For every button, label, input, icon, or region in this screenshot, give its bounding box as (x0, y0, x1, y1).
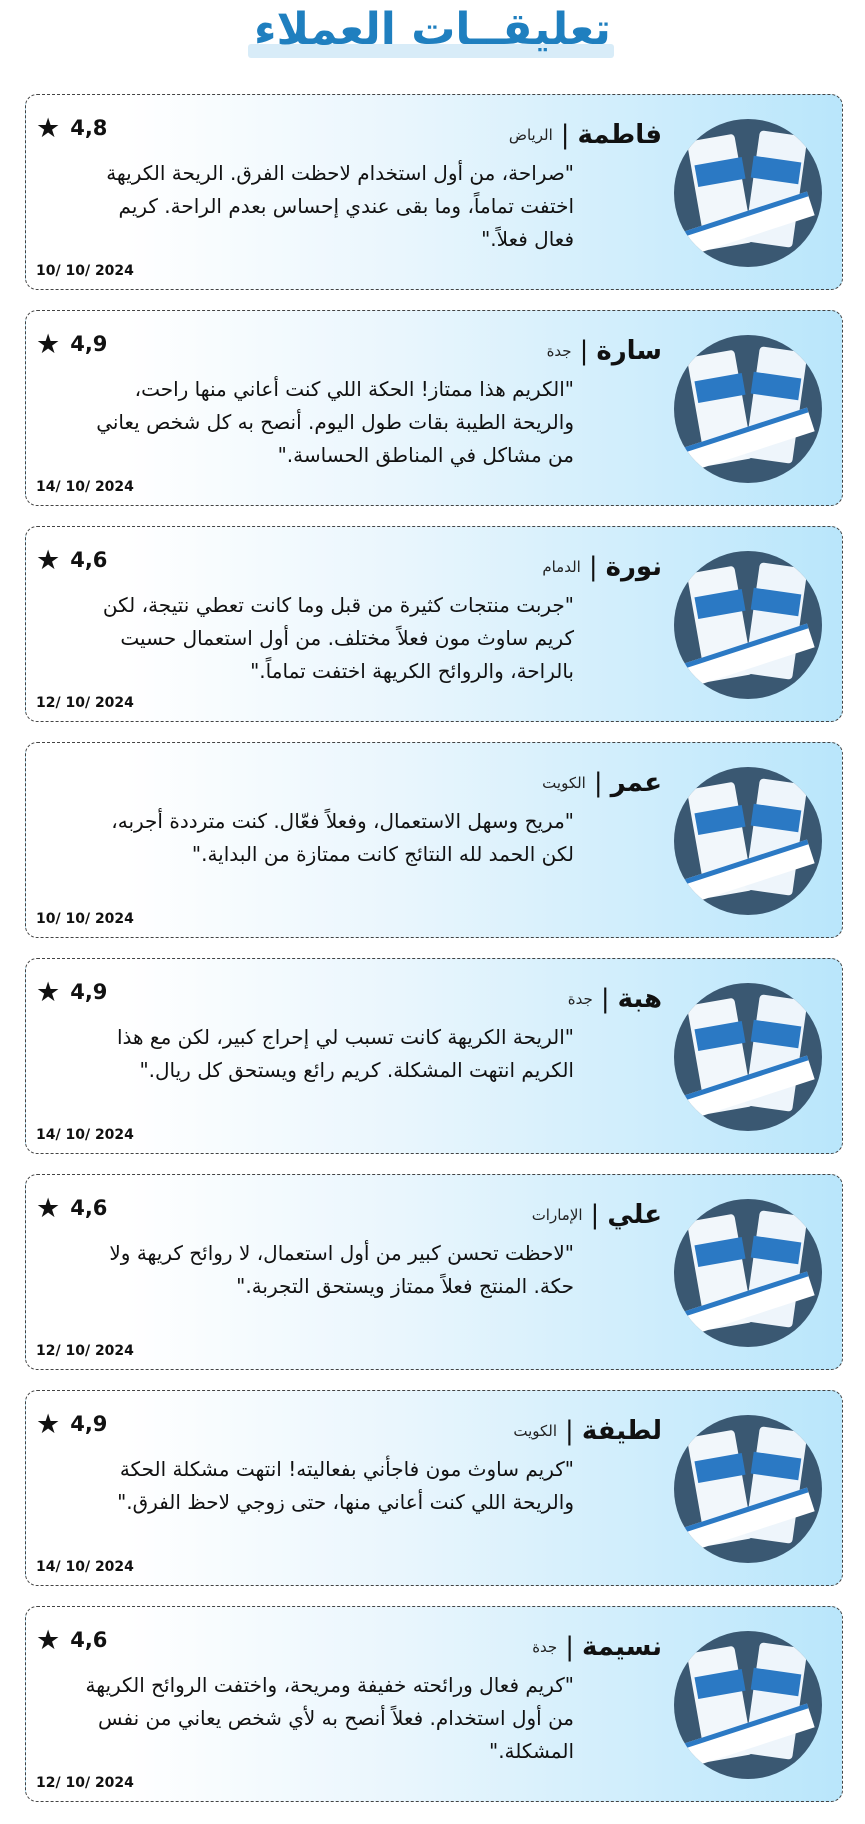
rating (36, 1193, 107, 1223)
review-text: "كريم ساوث مون فاجأني بفعاليته! انتهت مشكلة الحكة والريحة اللي كنت أعاني منها، حتى زوجي لاحظ الفرق." (117, 1457, 574, 1514)
name-separator: | (593, 768, 603, 798)
page-title: تعليقــات العملاء (254, 4, 611, 55)
reviewer-city: الكويت (542, 774, 586, 792)
reviewer-header (532, 1197, 662, 1233)
reviewer-header (542, 765, 662, 801)
rating (36, 1625, 107, 1655)
reviewer-name: هبة (617, 984, 662, 1014)
review-text: "الريحة الكريهة كانت تسبب لي إحراج كبير، لكن مع هذا الكريم انتهت المشكلة. كريم رائع ويستحق كل ريال." (116, 1025, 574, 1082)
review-date: 12/ 10/ 2024 (36, 695, 134, 711)
review-card (25, 742, 843, 938)
star-icon: ★ (36, 1624, 61, 1656)
reviewer-name: نورة (605, 552, 662, 582)
rating-value: 4,6 (70, 1628, 108, 1652)
reviewer-city: الدمام (542, 558, 581, 576)
star-icon: ★ (36, 544, 61, 576)
review-card (25, 94, 843, 290)
review-card (25, 1606, 843, 1802)
product-photo (674, 551, 822, 699)
product-photo (674, 335, 822, 483)
star-icon: ★ (36, 328, 61, 360)
product-photo (674, 1199, 822, 1347)
reviewer-city: جدة (546, 342, 572, 360)
review-date: 10/ 10/ 2024 (36, 263, 134, 279)
name-separator: | (579, 336, 589, 366)
review-text: "مريح وسهل الاستعمال، وفعلاً فعّال. كنت مترددة أجربه، لكن الحمد لله النتائج كانت ممتازة من البداية." (111, 809, 574, 866)
reviewer-name: عمر (610, 768, 662, 798)
reviewer-city: الكويت (513, 1422, 558, 1440)
reviewer-name: نسيمة (581, 1632, 662, 1662)
rating-value: 4,9 (70, 980, 108, 1004)
name-separator: | (560, 120, 570, 150)
reviewer-city: جدة (532, 1638, 558, 1656)
review-text: "لاحظت تحسن كبير من أول استعمال، لا روائح كريهة ولا حكة. المنتج فعلاً ممتاز ويستحق التجربة." (109, 1241, 574, 1298)
rating-value: 4,6 (70, 1196, 108, 1220)
star-icon: ★ (36, 112, 61, 144)
review-card (25, 1390, 843, 1586)
review-card (25, 958, 843, 1154)
rating-value: 4,6 (70, 548, 108, 572)
review-date: 12/ 10/ 2024 (36, 1775, 134, 1791)
product-photo (674, 1631, 822, 1779)
rating-value: 4,8 (70, 116, 108, 140)
reviewer-name: لطيفة (581, 1416, 662, 1446)
review-date: 14/ 10/ 2024 (36, 1559, 134, 1575)
review-date: 14/ 10/ 2024 (36, 479, 134, 495)
product-photo (674, 767, 822, 915)
reviewer-header (513, 1413, 662, 1449)
star-icon: ★ (36, 1192, 61, 1224)
name-separator: | (600, 984, 610, 1014)
reviewer-header (568, 981, 662, 1017)
reviewer-name: علي (607, 1200, 662, 1230)
review-card (25, 1174, 843, 1370)
star-icon: ★ (36, 1408, 61, 1440)
product-photo (674, 119, 822, 267)
review-date: 14/ 10/ 2024 (36, 1127, 134, 1143)
name-separator: | (588, 552, 598, 582)
review-text: "جربت منتجات كثيرة من قبل وما كانت تعطي نتيجة، لكن كريم ساوث مون فعلاً مختلف. من أول استعمال حسيت بالراحة، والروائح الكريهة اختفت تماماً." (102, 593, 574, 683)
rating-value: 4,9 (70, 332, 108, 356)
reviewer-header (509, 117, 662, 153)
name-separator: | (565, 1416, 574, 1446)
reviewer-name: سارة (596, 336, 662, 366)
review-date: 10/ 10/ 2024 (36, 911, 134, 927)
reviewer-city: الرياض (508, 126, 553, 144)
rating (36, 1409, 107, 1439)
review-text: "كريم فعال ورائحته خفيفة ومريحة، واختفت الروائح الكريهة من أول استخدام. فعلاً أنصح به لأي شخص يعاني من نفس المشكلة." (85, 1673, 574, 1763)
review-text: "صراحة، من أول استخدام لاحظت الفرق. الريحة الكريهة اختفت تماماً، وما بقى عندي إحساس بعدم الراحة. كريم فعال فعلاً." (106, 161, 574, 251)
reviewer-header (542, 549, 662, 585)
reviewer-name: فاطمة (577, 120, 662, 150)
product-photo (674, 1415, 822, 1563)
product-photo (674, 983, 822, 1131)
review-date: 12/ 10/ 2024 (36, 1343, 134, 1359)
reviewer-city: الإمارات (531, 1206, 583, 1224)
name-separator: | (590, 1200, 600, 1230)
rating (36, 113, 107, 143)
rating (36, 977, 107, 1007)
name-separator: | (565, 1632, 574, 1662)
rating-value: 4,9 (70, 1412, 108, 1436)
star-icon: ★ (36, 976, 61, 1008)
rating (36, 329, 107, 359)
review-card (25, 310, 843, 506)
reviewer-header (547, 333, 662, 369)
reviewer-city: جدة (567, 990, 593, 1008)
reviewer-header (532, 1629, 662, 1665)
review-text: "الكريم هذا ممتاز! الحكة اللي كنت أعاني منها راحت، والريحة الطيبة بقات طول اليوم. أنصح به كل شخص يعاني من مشاكل في المناطق الحساسة." (96, 377, 574, 467)
review-card (25, 526, 843, 722)
rating (36, 545, 107, 575)
